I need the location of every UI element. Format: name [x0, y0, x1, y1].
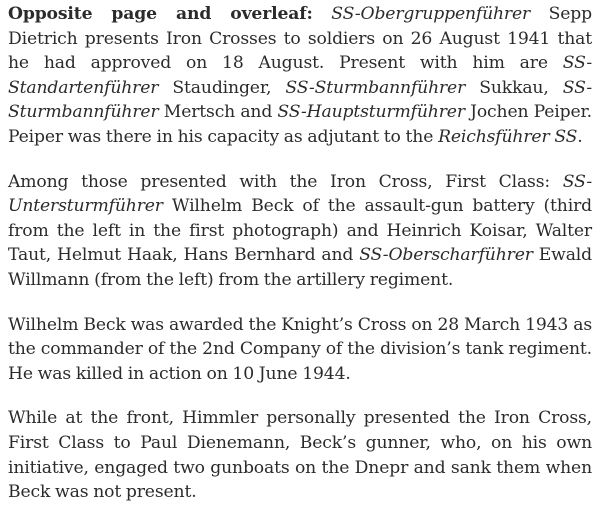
- rank-term: SS-Hauptsturmführer: [277, 102, 465, 123]
- paragraph-caption: Opposite page and overleaf: SS-Obergruppenführer Sepp Dietrich presents Iron Crosses to soldiers on 26 August 1941 that he had approved on 18 August. Present with him are SS-Standartenführer Staudinger, SS-Sturmbannführer Sukkau, SS-Sturmbannführer Mertsch and SS-Hauptsturmführer Jochen Peiper. Peiper was there in his capacity as adjutant to the Reichsführer SS.: [8, 4, 592, 147]
- paragraph-iron-cross-recipients: Among those presented with the Iron Cross, First Class: SS-Untersturmführer Wilhelm Beck of the assault-gun battery (third from the left in the first photograph) and Heinrich Koisar, Walter Taut, Helmut Haak, Hans Bernhard and SS-Oberscharführer Ewald Willmann (from the left) from the artillery regiment.: [8, 171, 593, 290]
- paragraph-himmler: While at the front, Himmler personally presented the Iron Cross, First Class to Paul Dienemann, Beck’s gunner, who, on his own initiative, engaged two gunboats on the Dnepr and sank them when Beck was not present.: [8, 408, 592, 503]
- rank-term: SS-Oberscharführer: [359, 245, 533, 266]
- paragraph-wilhelm-beck: Wilhelm Beck was awarded the Knight’s Cross on 28 March 1943 as the commander of the 2nd Company of the division’s tank regiment. He was killed in action on 10 June 1944.: [8, 314, 592, 384]
- rank-term: SS-Untersturmführer: [8, 171, 592, 217]
- rank-term: SS-Standartenführer: [8, 53, 592, 98]
- rank-term: SS-Obergruppenführer: [331, 4, 531, 24]
- rank-term: SS-Sturmbannführer: [285, 77, 466, 98]
- rank-term: Reichsführer SS: [438, 126, 578, 147]
- caption-lead: Opposite page and overleaf:: [8, 4, 313, 24]
- text-page: [8, 2, 592, 505]
- rank-term: SS-Sturmbannführer: [8, 77, 592, 123]
